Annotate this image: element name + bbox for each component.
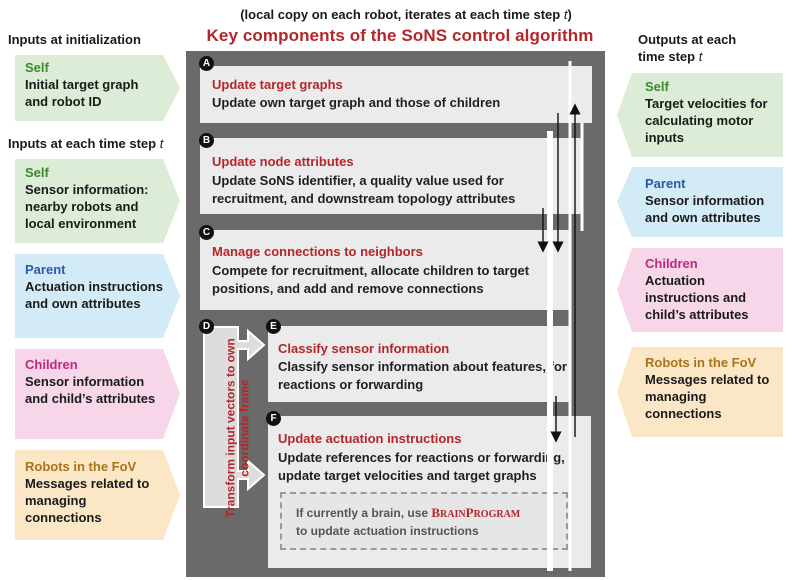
component-f-title: Update actuation instructions (278, 431, 462, 446)
input-label: Robots in the FoV (25, 459, 137, 474)
output-self (617, 73, 783, 157)
brainprogram-box (280, 492, 568, 550)
component-f-badge: F (266, 411, 281, 426)
input-label: Self (25, 60, 49, 75)
input-step-children (15, 349, 180, 439)
component-f-body: Update references for reactions or forwarding, update target velocities and target graphs (278, 450, 565, 483)
input-text: Sensor information: nearby robots and local environment (25, 182, 149, 231)
input-label: Self (25, 165, 49, 180)
component-b-badge: B (199, 133, 214, 148)
input-label: Children (25, 357, 78, 372)
output-text: Actuation instructions and child’s attributes (645, 273, 749, 322)
output-text: Messages related to managing connections (645, 372, 770, 421)
output-children (617, 248, 783, 332)
input-label: Parent (25, 262, 66, 277)
component-a-badge: A (199, 56, 214, 71)
brainprogram-name: BRAINPROGRAM (431, 505, 521, 520)
inputs-init-heading: Inputs at initialization (8, 32, 141, 47)
subtitle-var: t (563, 7, 568, 22)
component-f-card (268, 416, 591, 568)
input-step-parent (15, 254, 180, 338)
component-c-title: Manage connections to neighbors (212, 244, 423, 259)
component-c-body: Compete for recruitment, allocate children to target positions, and add and remove connections (212, 263, 530, 296)
subtitle (206, 6, 606, 23)
component-a-card (200, 66, 592, 123)
output-label: Parent (645, 176, 686, 191)
component-e-title: Classify sensor information (278, 341, 450, 356)
component-c-badge: C (199, 225, 214, 240)
input-step-self (15, 159, 180, 243)
component-d-badge: D (199, 319, 214, 334)
output-label: Children (645, 256, 698, 271)
input-init-self (15, 55, 180, 121)
component-b-title: Update node attributes (212, 154, 354, 169)
outputs-heading: Outputs at each time step t (638, 32, 737, 64)
input-text: Messages related to managing connections (25, 476, 150, 525)
input-text: Sensor information and child’s attributes (25, 374, 156, 406)
output-label: Robots in the FoV (645, 355, 757, 370)
brainprogram-text: If currently a brain, use BRAINPROGRAM to update actuation instructions (296, 505, 521, 538)
output-text: Sensor information and own attributes (645, 193, 765, 225)
input-text: Initial target graph and robot ID (25, 77, 139, 109)
output-text: Target velocities for calculating motor inputs (645, 96, 768, 145)
output-label: Self (645, 79, 669, 94)
input-text: Actuation instructions and own attributes (25, 279, 163, 311)
output-fov (617, 347, 783, 437)
component-c-card (200, 230, 570, 310)
subtitle-suffix: ) (567, 7, 572, 22)
inputs-step-heading: Inputs at each time step t (8, 136, 164, 151)
component-b-card (200, 138, 582, 214)
subtitle-prefix: (local copy on each robot, iterates at each time step (240, 7, 564, 22)
component-e-card (268, 326, 571, 402)
input-step-fov (15, 450, 180, 540)
component-e-body: Classify sensor information about features, for reactions or forwarding (278, 359, 567, 392)
component-d-text: Transform input vectors to own coordinate frame (223, 338, 252, 518)
component-b-body: Update SoNS identifier, a quality value used for recruitment, and downstream topology attributes (212, 173, 516, 206)
output-parent (617, 167, 783, 237)
diagram-title: Key components of the SoNS control algorithm (206, 26, 594, 45)
control-algorithm-panel (186, 51, 605, 577)
component-a-title: Update target graphs (212, 77, 343, 92)
component-a-body: Update own target graph and those of children (212, 95, 501, 110)
component-e-badge: E (266, 319, 281, 334)
